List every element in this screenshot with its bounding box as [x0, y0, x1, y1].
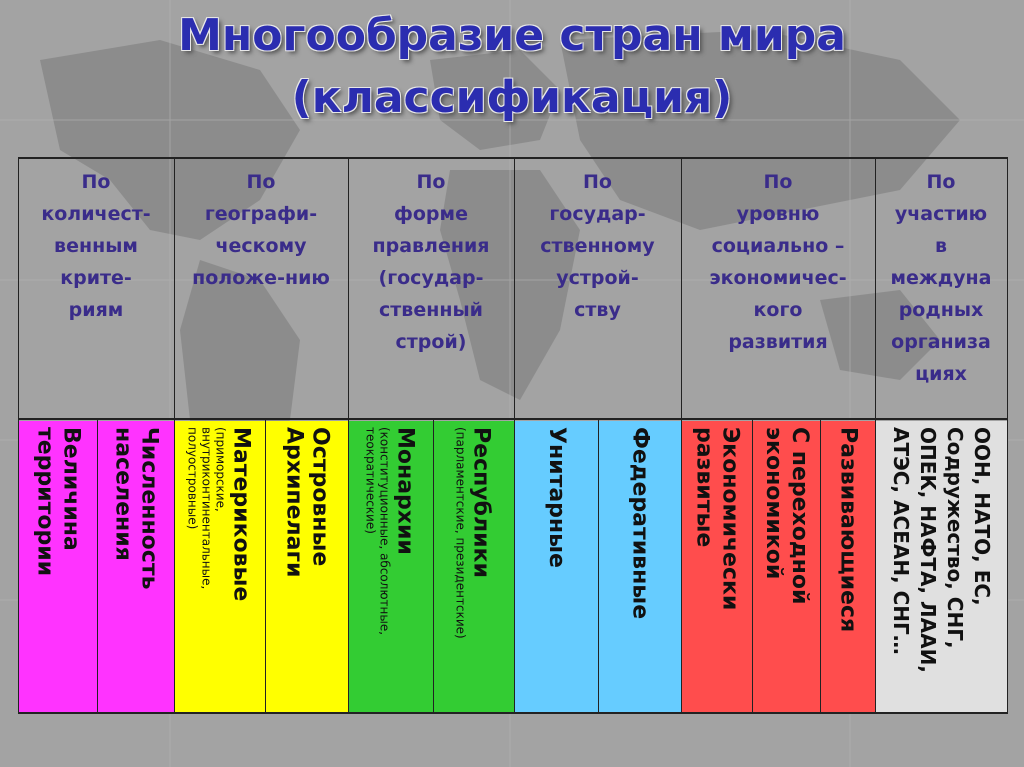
table-cell-divider: [348, 418, 349, 714]
category-label: [32, 427, 84, 576]
table-cell-divider: [514, 418, 515, 714]
category-cell: [875, 421, 1007, 712]
category-label: [281, 427, 333, 577]
category-text: Развивающиеся: [835, 427, 861, 633]
header-cell: [348, 160, 514, 418]
header-text: ственному: [540, 235, 655, 257]
category-text: Материковые: [228, 427, 254, 602]
category-text: населения: [110, 427, 136, 561]
header-text: уровню: [736, 203, 820, 225]
category-text: Унитарные: [544, 427, 569, 568]
category-cell: [265, 421, 348, 712]
header-text: По: [926, 171, 956, 193]
category-cell: [514, 421, 598, 712]
header-text: строй): [395, 331, 467, 353]
category-label: [110, 427, 162, 590]
category-cell: [752, 421, 820, 712]
category-cell: [598, 421, 681, 712]
header-text: социально –: [711, 235, 845, 257]
category-label: [454, 427, 494, 639]
category-note: полуостровные): [185, 427, 200, 530]
category-note: (приморские,: [213, 427, 228, 512]
header-text: По: [246, 171, 276, 193]
header-text: положе-нию: [192, 267, 330, 289]
header-text: родных: [898, 299, 984, 321]
category-label: [760, 427, 812, 604]
category-note: внутриконтинентальные,: [199, 427, 214, 590]
header-cell: [18, 160, 174, 418]
category-text: территории: [32, 427, 58, 577]
category-text: Содружество, СНГ,: [943, 427, 967, 649]
table-cell-divider: [820, 418, 821, 714]
category-label: [543, 427, 569, 568]
category-text: развитые: [691, 427, 717, 548]
table-cell-divider: [433, 418, 434, 714]
category-text: Островные: [307, 427, 333, 567]
table-top-border: [18, 157, 1008, 159]
category-note: (конституционные, абсолютные,: [377, 427, 392, 636]
category-label: [186, 427, 254, 601]
header-text: ственный: [379, 299, 483, 321]
header-text: По: [416, 171, 446, 193]
category-cell: [174, 421, 265, 712]
category-label: [835, 427, 861, 632]
header-text: участию: [894, 203, 988, 225]
category-cell: [348, 421, 433, 712]
table-bottom-border: [18, 712, 1008, 714]
table-cell-divider: [752, 418, 753, 714]
header-text: организа: [891, 331, 991, 353]
category-cell: [97, 421, 174, 712]
header-text: форме: [394, 203, 468, 225]
category-cell: [433, 421, 514, 712]
header-text: циях: [915, 363, 967, 385]
header-text: экономичес-: [709, 267, 847, 289]
page-subtitle: (классификация): [291, 72, 733, 123]
category-text: Архипелаги: [281, 427, 307, 578]
page-title: Многообразие стран мира: [178, 10, 846, 61]
header-text: в: [934, 235, 948, 257]
header-cell: [514, 160, 681, 418]
table-header-divider: [18, 418, 1008, 420]
header-text: правления: [372, 235, 490, 257]
header-cell: [681, 160, 875, 418]
category-text: АТЭС, АСЕАН, СНГ…: [889, 427, 913, 655]
header-text: развития: [728, 331, 828, 353]
table-cell-divider: [174, 418, 175, 714]
category-label: [627, 427, 653, 619]
category-note: теократические): [363, 427, 378, 534]
category-text: Величина: [58, 427, 84, 551]
category-text: экономикой: [761, 427, 786, 580]
header-text: государ-: [549, 203, 646, 225]
header-text: ству: [574, 299, 621, 321]
header-text: венным: [54, 235, 138, 257]
table-cell-divider: [265, 418, 266, 714]
header-text: По: [763, 171, 793, 193]
table-cell-divider: [1007, 418, 1008, 714]
category-text: ООН, НАТО, ЕС,: [970, 427, 994, 606]
header-text: риям: [68, 299, 124, 321]
header-text: количест-: [41, 203, 151, 225]
header-text: ческому: [215, 235, 307, 257]
category-text: Федеративные: [627, 427, 653, 620]
category-text: ОПЕК, НАФТА, ЛААИ,: [916, 427, 940, 673]
table-cell-divider: [97, 418, 98, 714]
header-text: кого: [753, 299, 803, 321]
category-text: Республики: [468, 427, 494, 578]
header-text: По: [583, 171, 612, 193]
category-label: [887, 427, 995, 673]
category-text: С переходной: [787, 427, 812, 605]
category-text: Монархии: [392, 427, 418, 555]
header-cell: [174, 160, 348, 418]
header-text: междуна: [890, 267, 992, 289]
header-cell: [875, 160, 1007, 418]
category-cell: [820, 421, 875, 712]
header-text: (государ-: [378, 267, 484, 289]
category-cell: [681, 421, 752, 712]
table-cell-divider: [681, 418, 682, 714]
table-cell-divider: [18, 418, 19, 714]
category-label: [364, 427, 418, 635]
table-cell-divider: [598, 418, 599, 714]
category-label: [691, 427, 743, 610]
category-text: Численность: [136, 427, 162, 590]
header-text: устрой-: [556, 267, 639, 289]
header-text: По: [81, 171, 111, 193]
table-cell-divider: [875, 418, 876, 714]
category-text: Экономически: [717, 427, 743, 611]
category-cell: [18, 421, 97, 712]
category-note: (парламентские, президентские): [453, 427, 468, 639]
header-text: крите-: [60, 267, 132, 289]
header-text: географи-: [204, 203, 318, 225]
